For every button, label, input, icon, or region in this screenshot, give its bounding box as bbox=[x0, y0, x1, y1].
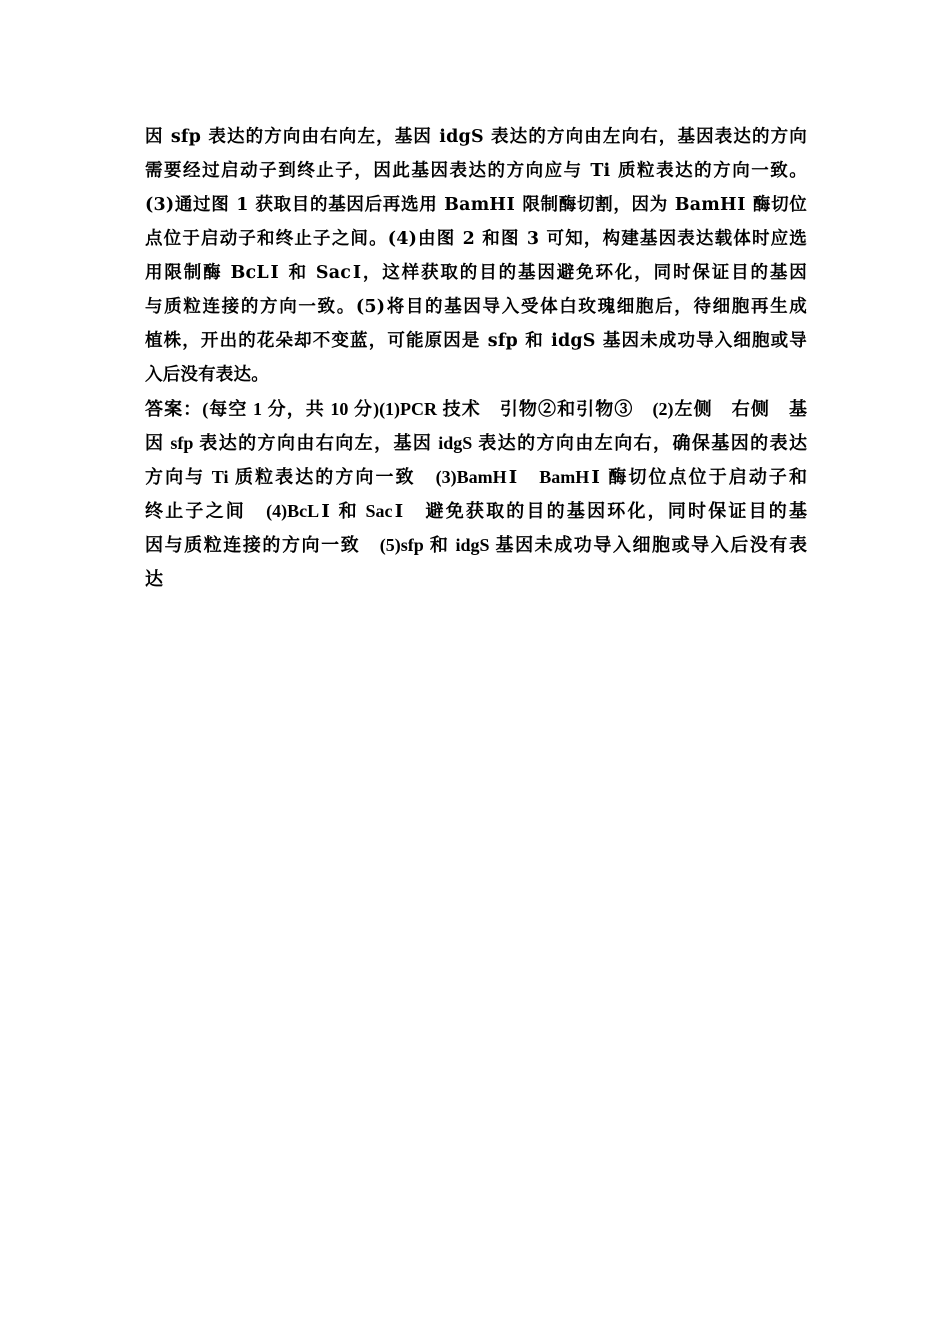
explanation-line: 用限制酶 BcLⅠ 和 SacⅠ，这样获取的目的基因避免环化，同时保证目的基因 bbox=[145, 263, 807, 283]
explanation-line: 因 sfp 表达的方向由右向左，基因 idgS 表达的方向由左向右，基因表达的方向 bbox=[145, 127, 807, 147]
answer-label: 答案： bbox=[145, 399, 203, 419]
answer-text: (每空 1 分，共 10 分)(1)PCR 技术 引物②和引物③ (2)左侧 右侧 基 bbox=[202, 399, 807, 419]
explanation-paragraph bbox=[145, 120, 807, 392]
explanation-line: (3)通过图 1 获取目的基因后再选用 BamHⅠ 限制酶切割，因为 BamHⅠ 酶切位 bbox=[145, 195, 807, 215]
explanation-line: 点位于启动子和终止子之间。(4)由图 2 和图 3 可知，构建基因表达载体时应选 bbox=[145, 229, 807, 249]
answer-line: 因与质粒连接的方向一致 (5)sfp 和 idgS 基因未成功导入细胞或导入后没有表 bbox=[145, 535, 807, 555]
explanation-line: 与质粒连接的方向一致。(5)将目的基因导入受体白玫瑰细胞后，待细胞再生成 bbox=[145, 297, 807, 317]
explanation-line: 入后没有表达。 bbox=[145, 365, 269, 385]
answer-line: 达 bbox=[145, 569, 163, 589]
document-content bbox=[145, 120, 807, 596]
explanation-line: 需要经过启动子到终止子，因此基因表达的方向应与 Ti 质粒表达的方向一致。 bbox=[145, 161, 807, 181]
explanation-line: 植株，开出的花朵却不变蓝，可能原因是 sfp 和 idgS 基因未成功导入细胞或导 bbox=[145, 331, 807, 351]
answer-paragraph bbox=[145, 392, 807, 596]
answer-line: 方向与 Ti 质粒表达的方向一致 (3)BamHⅠ BamHⅠ 酶切位点位于启动子和 bbox=[145, 467, 807, 487]
answer-line: 因 sfp 表达的方向由右向左，基因 idgS 表达的方向由左向右，确保基因的表达 bbox=[145, 433, 807, 453]
answer-line bbox=[145, 392, 807, 426]
answer-line: 终止子之间 (4)BcLⅠ 和 SacⅠ 避免获取的目的基因环化，同时保证目的基 bbox=[145, 501, 807, 521]
